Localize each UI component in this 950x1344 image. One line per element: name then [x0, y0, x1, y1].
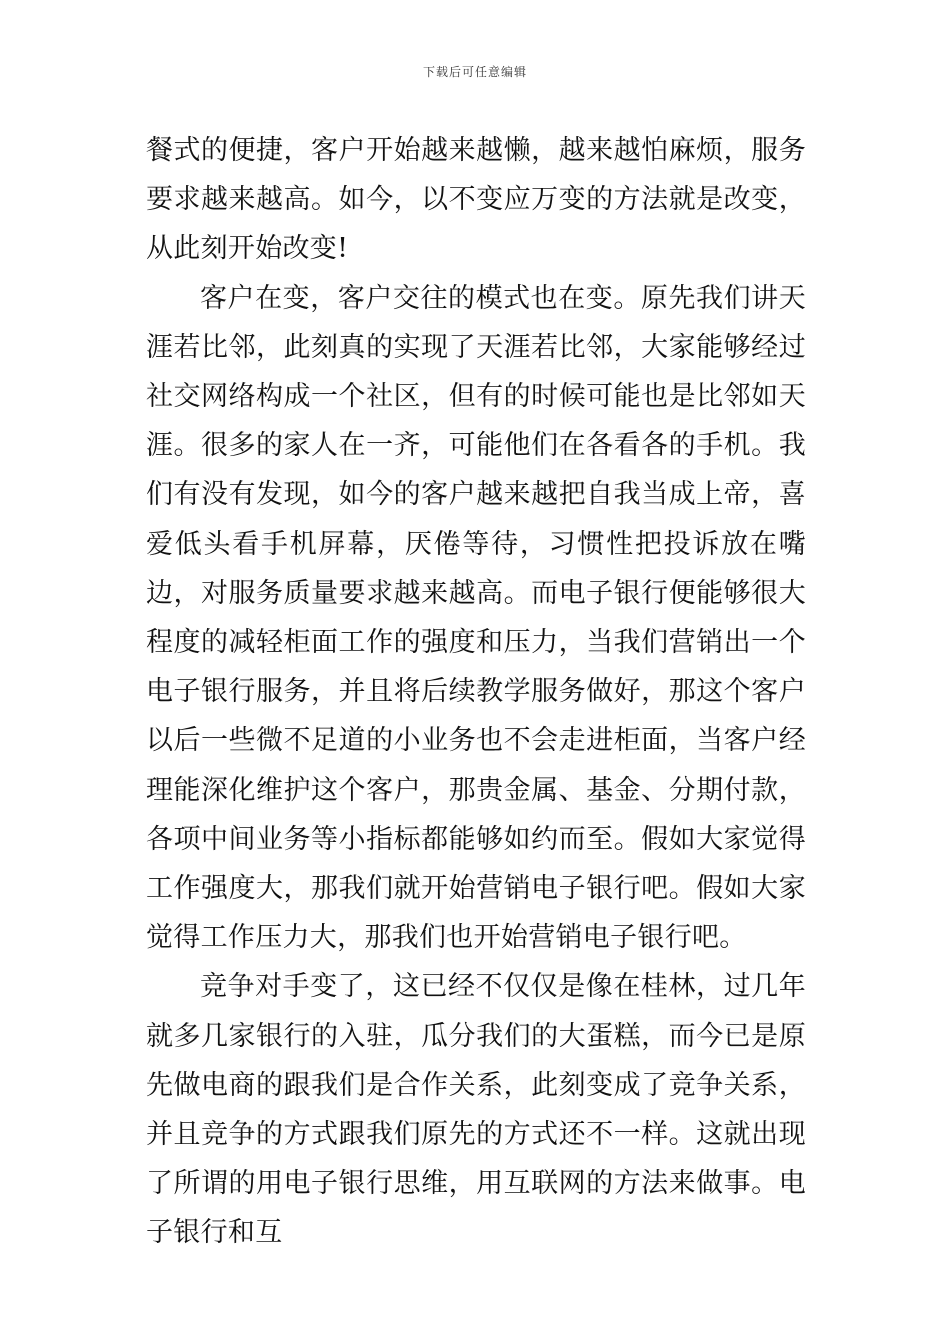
page-header-note: 下载后可任意编辑	[422, 65, 527, 79]
paragraph-competitor-change: 竞争对手变了，这已经不仅仅是像在桂林，过几年就多几家银行的入驻，瓜分我们的大蛋糕，而今已是原先做电商的跟我们是合作关系，此刻变成了竞争关系，并且竞争的方式跟我们原先的方式还不一样。这就出现了所谓的用电子银行思维，用互联网的方法来做事。电子银行和互	[146, 971, 806, 1249]
paragraph-continuation: 餐式的便捷，客户开始越来越懒，越来越怕麻烦，服务要求越来越高。如今，以不变应万变的方法就是改变，从此刻开始改变!	[146, 135, 806, 265]
document-body	[146, 126, 806, 1258]
paragraph-customer-change: 客户在变，客户交往的模式也在变。原先我们讲天涯若比邻，此刻真的实现了天涯若比邻，大家能够经过社交网络构成一个社区，但有的时候可能也是比邻如天涯。很多的家人在一齐，可能他们在各看各的手机。我们有没有发现，如今的客户越来越把自我当成上帝，喜爱低头看手机屏幕，厌倦等待，习惯性把投诉放在嘴边，对服务质量要求越来越高。而电子银行便能够很大程度的减轻柜面工作的强度和压力，当我们营销出一个电子银行服务，并且将后续教学服务做好，那这个客户以后一些微不足道的小业务也不会走进柜面，当客户经理能深化维护这个客户，那贵金属、基金、分期付款，各项中间业务等小指标都能够如约而至。假如大家觉得工作强度大，那我们就开始营销电子银行吧。假如大家觉得工作压力大，那我们也开始营销电子银行吧。	[146, 282, 806, 954]
